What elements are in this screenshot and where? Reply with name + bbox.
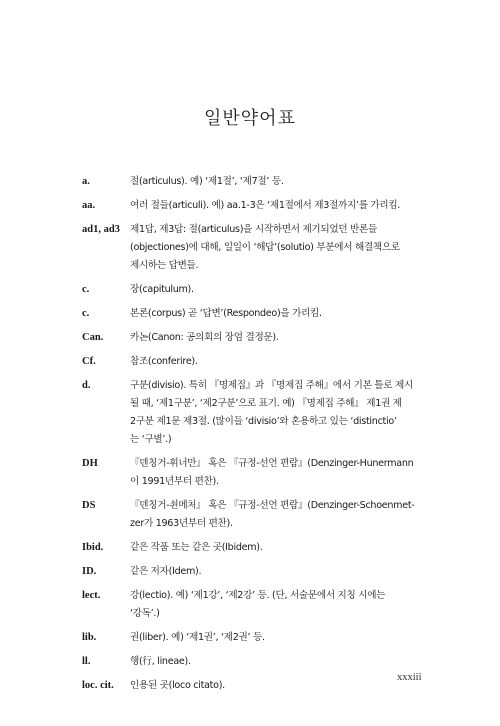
abbreviation-entry xyxy=(82,221,432,275)
abbreviation-term: ad1, ad3 xyxy=(82,224,120,235)
definition-line: 는 ‘구별’.) xyxy=(130,434,172,445)
definition-line: 카논(Canon: 공의회의 장엄 결정문). xyxy=(130,332,279,343)
abbreviation-term: lect. xyxy=(82,590,101,601)
page-number: xxxiii xyxy=(397,672,422,683)
abbreviation-term: ID. xyxy=(82,566,97,577)
abbreviation-definition xyxy=(130,497,432,533)
abbreviation-term: Can. xyxy=(82,332,104,343)
abbreviation-entry xyxy=(82,587,432,623)
definition-line: 제1답, 제3답: 절(articulus)을 시작하면서 제기되었던 반론들 xyxy=(130,224,377,235)
definition-line: zer가 1963년부터 편찬). xyxy=(130,518,233,529)
definition-line: 될 때, ‘제1구분’, ‘제2구분’으로 표기. 예) 『명제집 주해』 제1권 제 xyxy=(130,398,402,409)
abbreviation-list xyxy=(82,173,432,695)
abbreviation-definition xyxy=(130,563,432,581)
abbreviation-definition xyxy=(130,353,432,371)
abbreviation-term: DH xyxy=(82,458,98,469)
definition-line: 이 1991년부터 편찬). xyxy=(130,476,219,487)
definition-line: 강(lectio). 예) ‘제1강’, ‘제2강’ 등. (단, 서술문에서 지칭 시에는 xyxy=(130,590,386,601)
abbreviation-definition xyxy=(130,173,432,191)
abbreviation-entry xyxy=(82,353,432,371)
abbreviation-entry xyxy=(82,677,432,695)
definition-line: 본론(corpus) 곧 ‘답변’(Respondeo)을 가리킴. xyxy=(130,308,322,319)
definition-line: ‘강독’.) xyxy=(130,608,160,619)
abbreviation-entry xyxy=(82,455,432,491)
abbreviation-definition xyxy=(130,455,432,491)
abbreviation-definition xyxy=(130,653,432,671)
definition-line: 2구분 제1문 제3절. (많이들 ‘divisio’와 혼용하고 있는 ‘distinctio’ xyxy=(130,416,397,427)
definition-line: 같은 작품 또는 같은 곳(Ibidem). xyxy=(130,542,263,553)
abbreviation-entry xyxy=(82,281,432,299)
abbreviation-definition xyxy=(130,329,432,347)
abbreviation-definition xyxy=(130,281,432,299)
abbreviation-term: ll. xyxy=(82,656,91,667)
definition-line: (objectiones)에 대해, 일일이 ‘해답’(solutio) 부분에서 해결책으로 xyxy=(130,242,400,253)
abbreviation-term: aa. xyxy=(82,200,96,211)
abbreviation-term: d. xyxy=(82,380,91,391)
abbreviation-definition xyxy=(130,197,432,215)
definition-line: 장(capitulum). xyxy=(130,284,194,295)
definition-line: 제시하는 답변들. xyxy=(130,260,199,271)
abbreviation-entry xyxy=(82,377,432,449)
abbreviation-term: a. xyxy=(82,176,90,187)
abbreviation-definition xyxy=(130,587,432,623)
definition-line: 같은 저자(Idem). xyxy=(130,566,202,577)
abbreviation-term: c. xyxy=(82,284,90,295)
abbreviation-term: Cf. xyxy=(82,356,96,367)
abbreviation-term: loc. cit. xyxy=(82,680,114,691)
abbreviation-entry xyxy=(82,653,432,671)
definition-line: 권(liber). 예) ‘제1권’, ‘제2권’ 등. xyxy=(130,632,265,643)
definition-line: 여러 절들(articuli). 예) aa.1-3은 ‘제1절에서 제3절까지’를 가리킴. xyxy=(130,200,401,211)
abbreviation-definition xyxy=(130,377,432,449)
definition-line: 행(行, lineae). xyxy=(130,656,191,667)
abbreviation-entry xyxy=(82,197,432,215)
abbreviation-term: Ibid. xyxy=(82,542,104,553)
abbreviation-term: c. xyxy=(82,308,90,319)
definition-line: 절(articulus). 예) ‘제1절’, ‘제7절’ 등. xyxy=(130,176,284,187)
definition-line: 『덴칭거-쇤메처』 혹은 『규정-선언 편람』(Denzinger-Schoenmet- xyxy=(130,500,415,511)
abbreviation-definition xyxy=(130,677,432,695)
definition-line: 구분(divisio). 특히 『명제집』과 『명제집 주해』에서 기본 틀로 제시 xyxy=(130,380,413,391)
abbreviation-term: DS xyxy=(82,500,96,511)
abbreviation-definition xyxy=(130,305,432,323)
abbreviation-definition xyxy=(130,221,432,275)
abbreviation-entry xyxy=(82,173,432,191)
abbreviation-entry xyxy=(82,329,432,347)
abbreviation-entry xyxy=(82,305,432,323)
abbreviation-definition xyxy=(130,539,432,557)
abbreviation-entry xyxy=(82,563,432,581)
definition-line: 『덴칭거-휘너만』 혹은 『규정-선언 편람』(Denzinger-Hunermann xyxy=(130,458,414,469)
definition-line: 인용된 곳(loco citato). xyxy=(130,680,225,691)
definition-line: 참조(conferire). xyxy=(130,356,198,367)
abbreviation-entry xyxy=(82,497,432,533)
abbreviation-term: lib. xyxy=(82,632,97,643)
abbreviation-entry xyxy=(82,629,432,647)
abbreviation-entry xyxy=(82,539,432,557)
abbreviation-definition xyxy=(130,629,432,647)
page-title: 일반약어표 xyxy=(204,108,296,129)
